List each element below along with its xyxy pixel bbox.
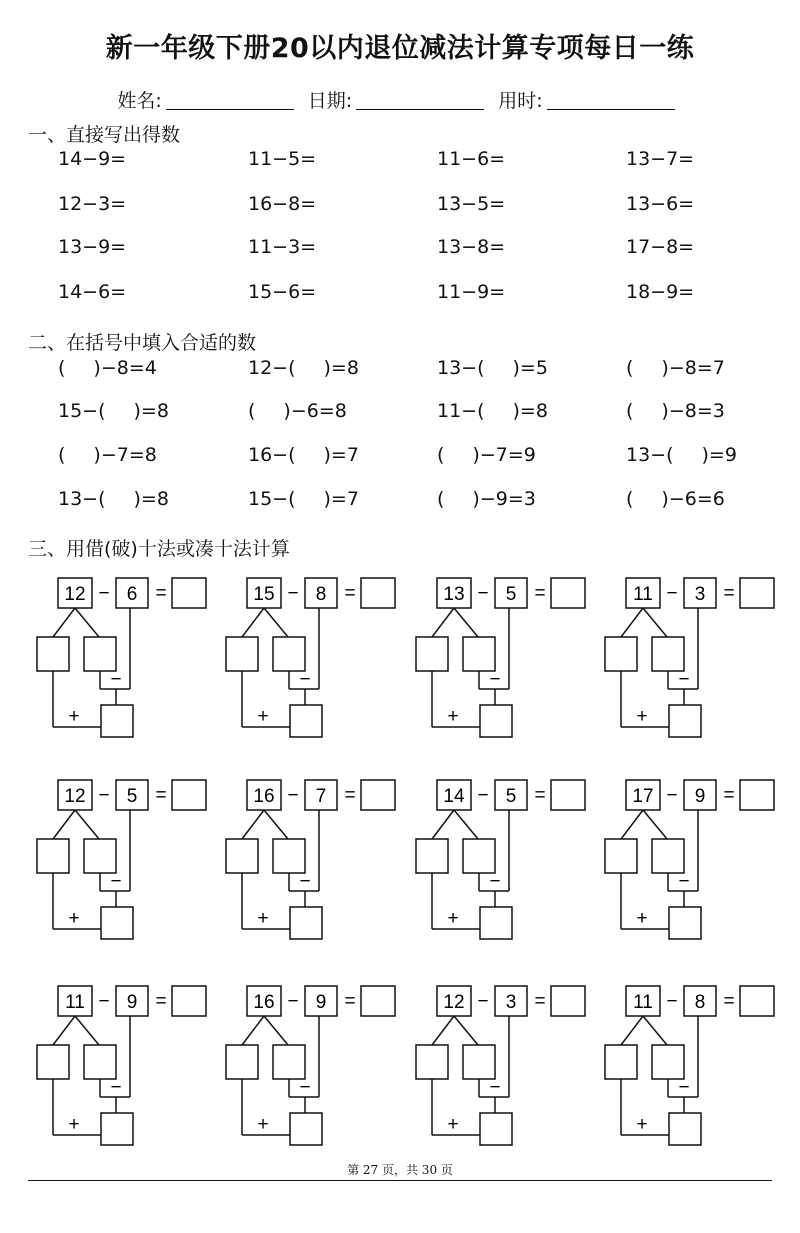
arithmetic-problem: 17−8= (626, 236, 695, 258)
problem-suffix: )=9 (701, 444, 737, 466)
minus-label: − (299, 669, 311, 690)
minuend-number: 11 (633, 584, 653, 605)
section1-title: 一、直接写出得数 (28, 124, 181, 146)
decomposition-puzzle (226, 578, 395, 737)
result-box[interactable] (172, 986, 206, 1016)
equals-sign: = (155, 583, 167, 604)
problem-prefix: 12−( (248, 357, 296, 379)
problem-suffix: )−9=3 (472, 488, 536, 510)
subtrahend-number: 9 (315, 992, 327, 1013)
decomposition-puzzle (37, 578, 206, 737)
problem-suffix: )=5 (512, 357, 548, 379)
decomposition-puzzle (37, 780, 206, 939)
split-box-left[interactable] (226, 1045, 258, 1079)
arithmetic-problem: 13−5= (437, 193, 506, 215)
decomposition-puzzle (37, 986, 206, 1145)
date-label: 日期: (307, 90, 353, 112)
minus-sign: − (666, 785, 678, 806)
equals-sign: = (723, 785, 735, 806)
split-box-right[interactable] (273, 1045, 305, 1079)
problem-prefix: 16−( (248, 444, 296, 466)
problem-suffix: )=7 (323, 488, 359, 510)
decomposition-puzzle (416, 578, 585, 737)
plus-label: + (636, 1114, 648, 1135)
problem-suffix: )−8=4 (93, 357, 157, 379)
footer-divider (28, 1180, 772, 1181)
problem-prefix: 13−( (437, 357, 485, 379)
equals-sign: = (155, 785, 167, 806)
minuend-number: 17 (632, 786, 654, 807)
section3-title: 三、用借(破)十法或凑十法计算 (28, 538, 290, 560)
problem-suffix: )=8 (133, 488, 169, 510)
minus-label: − (110, 669, 122, 690)
minus-sign: − (287, 785, 299, 806)
decomposition-puzzle (416, 986, 585, 1145)
minus-label: − (489, 871, 501, 892)
minus-sign: − (666, 991, 678, 1012)
minuend-number: 12 (64, 584, 86, 605)
problem-prefix: 15−( (248, 488, 296, 510)
problem-suffix: )−6=8 (283, 400, 347, 422)
intermediate-box[interactable] (669, 705, 701, 737)
subtrahend-number: 9 (694, 786, 706, 807)
split-box-left[interactable] (226, 839, 258, 873)
equals-sign: = (344, 583, 356, 604)
decomposition-puzzle (605, 780, 774, 939)
subtrahend-number: 8 (315, 584, 327, 605)
arithmetic-problem: 12−3= (58, 193, 127, 215)
plus-label: + (68, 908, 80, 929)
problem-suffix: )−7=9 (472, 444, 536, 466)
problem-suffix: )−7=8 (93, 444, 157, 466)
equals-sign: = (344, 785, 356, 806)
name-label: 姓名: (117, 90, 162, 112)
minuend-number: 12 (443, 992, 465, 1013)
minus-sign: − (666, 583, 678, 604)
subtrahend-number: 5 (505, 786, 517, 807)
decomposition-puzzle (226, 986, 395, 1145)
intermediate-box[interactable] (290, 705, 322, 737)
minuend-number: 16 (253, 992, 275, 1013)
subtrahend-number: 5 (126, 786, 138, 807)
problem-suffix: )=7 (323, 444, 359, 466)
arithmetic-problem: 13−7= (626, 148, 695, 170)
result-box[interactable] (551, 986, 585, 1016)
minus-label: − (678, 669, 690, 690)
intermediate-box[interactable] (290, 1113, 322, 1145)
split-box-right[interactable] (84, 839, 116, 873)
split-box-right[interactable] (273, 839, 305, 873)
subtrahend-number: 7 (315, 786, 327, 807)
minus-sign: − (287, 991, 299, 1012)
decomposition-puzzle (605, 986, 774, 1145)
equals-sign: = (723, 991, 735, 1012)
problem-prefix: 11−( (437, 400, 485, 422)
subtrahend-number: 9 (126, 992, 138, 1013)
split-box-right[interactable] (273, 637, 305, 671)
intermediate-box[interactable] (669, 907, 701, 939)
intermediate-box[interactable] (480, 907, 512, 939)
intermediate-box[interactable] (101, 705, 133, 737)
intermediate-box[interactable] (290, 907, 322, 939)
subtrahend-number: 3 (505, 992, 517, 1013)
arithmetic-problem: 18−9= (626, 281, 695, 303)
intermediate-box[interactable] (101, 907, 133, 939)
plus-label: + (636, 908, 648, 929)
minus-label: − (489, 669, 501, 690)
arithmetic-problem: 16−8= (248, 193, 317, 215)
minuend-number: 15 (253, 584, 275, 605)
equals-sign: = (344, 991, 356, 1012)
minus-label: − (299, 871, 311, 892)
split-box-left[interactable] (37, 637, 69, 671)
minus-label: − (299, 1077, 311, 1098)
problem-prefix: ( (626, 357, 634, 379)
split-box-left[interactable] (605, 839, 637, 873)
minuend-number: 16 (253, 786, 275, 807)
subtrahend-number: 8 (694, 992, 706, 1013)
plus-label: + (257, 908, 269, 929)
split-box-left[interactable] (605, 637, 637, 671)
equals-sign: = (723, 583, 735, 604)
problem-prefix: 13−( (626, 444, 674, 466)
split-box-right[interactable] (84, 637, 116, 671)
intermediate-box[interactable] (480, 705, 512, 737)
problem-prefix: ( (248, 400, 256, 422)
plus-label: + (257, 1114, 269, 1135)
result-box[interactable] (361, 578, 395, 608)
plus-label: + (257, 706, 269, 727)
subtrahend-number: 6 (126, 584, 138, 605)
split-box-right[interactable] (652, 637, 684, 671)
result-box[interactable] (361, 986, 395, 1016)
minuend-number: 11 (65, 992, 85, 1013)
split-box-left[interactable] (605, 1045, 637, 1079)
plus-label: + (447, 908, 459, 929)
split-box-left[interactable] (226, 637, 258, 671)
equals-sign: = (534, 785, 546, 806)
split-box-right[interactable] (463, 637, 495, 671)
minus-sign: − (477, 991, 489, 1012)
minuend-number: 11 (633, 992, 653, 1013)
equals-sign: = (155, 991, 167, 1012)
minus-label: − (110, 871, 122, 892)
arithmetic-problem: 14−6= (58, 281, 127, 303)
problem-prefix: ( (437, 444, 445, 466)
minus-sign: − (98, 991, 110, 1012)
subtrahend-number: 3 (694, 584, 706, 605)
minus-sign: − (98, 583, 110, 604)
minus-label: − (678, 871, 690, 892)
problem-prefix: ( (58, 357, 66, 379)
result-box[interactable] (551, 578, 585, 608)
decomposition-puzzle (226, 780, 395, 939)
problem-suffix: )=8 (133, 400, 169, 422)
arithmetic-problem: 13−9= (58, 236, 127, 258)
result-box[interactable] (740, 986, 774, 1016)
split-box-right[interactable] (463, 839, 495, 873)
result-box[interactable] (551, 780, 585, 810)
minus-label: − (489, 1077, 501, 1098)
arithmetic-problem: 14−9= (58, 148, 127, 170)
problem-prefix: ( (626, 488, 634, 510)
minus-sign: − (477, 583, 489, 604)
split-box-left[interactable] (37, 1045, 69, 1079)
result-box[interactable] (740, 578, 774, 608)
arithmetic-problem: 11−9= (437, 281, 506, 303)
problem-prefix: ( (58, 444, 66, 466)
problem-suffix: )−8=7 (661, 357, 725, 379)
plus-label: + (68, 706, 80, 727)
page-title: 新一年级下册20以内退位减法计算专项每日一练 (105, 33, 695, 64)
arithmetic-problem: 15−6= (248, 281, 317, 303)
split-box-left[interactable] (37, 839, 69, 873)
minus-sign: − (98, 785, 110, 806)
minuend-number: 13 (443, 584, 465, 605)
arithmetic-problem: 11−6= (437, 148, 506, 170)
split-box-left[interactable] (416, 637, 448, 671)
problem-prefix: 13−( (58, 488, 106, 510)
problem-suffix: )−8=3 (661, 400, 725, 422)
section2-title: 二、在括号中填入合适的数 (28, 332, 257, 354)
result-box[interactable] (361, 780, 395, 810)
plus-label: + (68, 1114, 80, 1135)
arithmetic-problem: 11−3= (248, 236, 317, 258)
page-footer: 第 27 页，共 30 页 (347, 1163, 453, 1177)
arithmetic-problem: 13−8= (437, 236, 506, 258)
minus-sign: − (477, 785, 489, 806)
intermediate-box[interactable] (101, 1113, 133, 1145)
decomposition-puzzle (416, 780, 585, 939)
split-box-right[interactable] (84, 1045, 116, 1079)
problem-prefix: ( (437, 488, 445, 510)
arithmetic-problem: 11−5= (248, 148, 317, 170)
intermediate-box[interactable] (480, 1113, 512, 1145)
plus-label: + (447, 1114, 459, 1135)
split-box-left[interactable] (416, 1045, 448, 1079)
result-box[interactable] (740, 780, 774, 810)
problem-suffix: )−6=6 (661, 488, 725, 510)
problem-prefix: 15−( (58, 400, 106, 422)
problem-prefix: ( (626, 400, 634, 422)
equals-sign: = (534, 991, 546, 1012)
equals-sign: = (534, 583, 546, 604)
minuend-number: 12 (64, 786, 86, 807)
subtrahend-number: 5 (505, 584, 517, 605)
decomposition-puzzle (605, 578, 774, 737)
intermediate-box[interactable] (669, 1113, 701, 1145)
plus-label: + (447, 706, 459, 727)
split-box-right[interactable] (463, 1045, 495, 1079)
minus-label: − (678, 1077, 690, 1098)
problem-suffix: )=8 (323, 357, 359, 379)
result-box[interactable] (172, 780, 206, 810)
minus-label: − (110, 1077, 122, 1098)
split-box-right[interactable] (652, 839, 684, 873)
plus-label: + (636, 706, 648, 727)
arithmetic-problem: 13−6= (626, 193, 695, 215)
minus-sign: − (287, 583, 299, 604)
split-box-left[interactable] (416, 839, 448, 873)
problem-suffix: )=8 (512, 400, 548, 422)
split-box-right[interactable] (652, 1045, 684, 1079)
minuend-number: 14 (443, 786, 465, 807)
result-box[interactable] (172, 578, 206, 608)
time-label: 用时: (498, 90, 543, 112)
